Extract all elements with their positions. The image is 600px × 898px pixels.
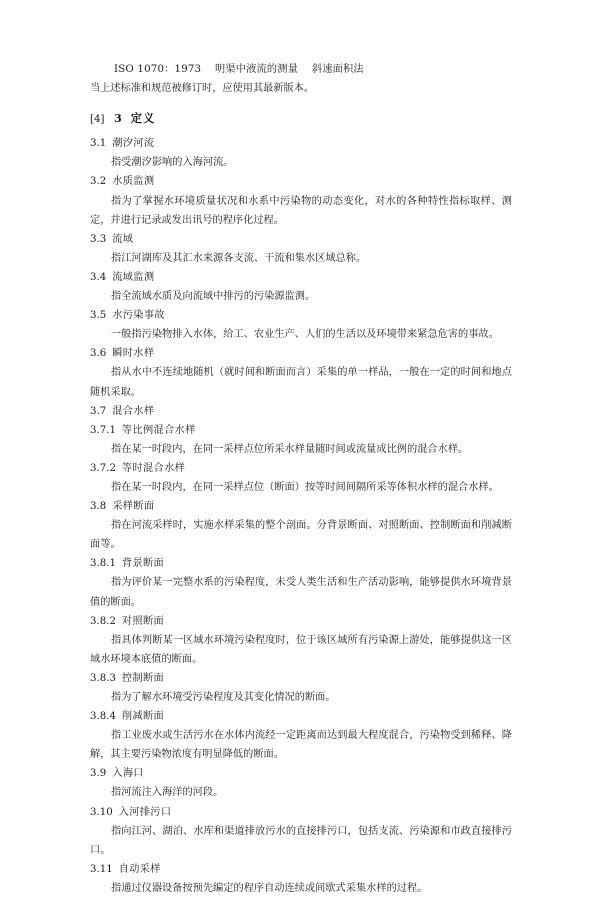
definition-text: 指向江河、湖泊、水库和渠道排放污水的直接排污口，包括支流、污染源和市政直接排污口。 (90, 825, 512, 856)
definition-entry (90, 134, 512, 172)
definition-number: 3.8.2 (90, 615, 116, 627)
definition-entry (90, 669, 512, 707)
definition-text: 指通过仪器设备按预先编定的程序自动连续或间歇式采集水样的过程。 (111, 882, 428, 894)
definition-entry (90, 860, 512, 898)
definition-number: 3.7 (90, 405, 107, 417)
definition-term-label: 采样断面 (112, 501, 155, 513)
definition-term (90, 612, 512, 631)
definition-entry (90, 172, 512, 229)
definition-number: 3.8.4 (90, 711, 116, 723)
definition-entry (90, 421, 512, 459)
definition-term-label: 背景断面 (121, 558, 165, 570)
definition-entry (90, 344, 512, 401)
definition-number: 3.7.1 (90, 424, 116, 436)
definition-number: 3.5 (90, 310, 107, 322)
iso-reference-line: ISO 1070：1973 明渠中液流的测量 斜速面积法 (114, 64, 364, 75)
section-heading (90, 109, 512, 129)
definition-term-label: 入海口 (112, 768, 144, 780)
definition-term-label: 流域监测 (112, 271, 155, 283)
definition-term-label: 等时混合水样 (121, 462, 186, 474)
definition-term-label: 流域 (112, 233, 134, 245)
definition-entry (90, 707, 512, 764)
definition-text: 指为了掌握水环境质量状况和水系中污染物的动态变化，对水的各种特性指标取样、测定，并进行记录或发出讯号的程序化过程。 (90, 195, 512, 226)
definition-term-label: 控制断面 (121, 672, 165, 684)
definition-text: 指在某一时段内，在同一采样点位（断面）按等时间间隔所采等体积水样的混合水样。 (111, 481, 499, 493)
definition-entry (90, 268, 512, 306)
definition-number: 3.8.1 (90, 558, 116, 570)
definition-text: 指河流注入海洋的河段。 (111, 787, 224, 799)
definition-term-label: 水质监测 (112, 176, 155, 188)
definition-entry (90, 497, 512, 554)
definition-number: 3.10 (90, 806, 113, 818)
definition-number: 3.4 (90, 271, 107, 283)
definition-term (90, 306, 512, 325)
definition-term (90, 803, 512, 822)
definition-number: 3.8 (90, 501, 107, 513)
definition-number: 3.6 (90, 348, 107, 360)
definition-term (90, 268, 512, 287)
definition-entry (90, 554, 512, 611)
definition-entry (90, 459, 512, 497)
definition-text: 指工业废水或生活污水在水体内流经一定距离而达到最大程度混合，污染物受到稀释、降解，其主要污染物浓度有明显降低的断面。 (90, 730, 512, 761)
definition-entry (90, 230, 512, 268)
definition-term-label: 对照断面 (121, 615, 165, 627)
definition-text: 指从水中不连续地随机（就时间和断面而言）采集的单一样品，一般在一定的时间和地点随机采取。 (90, 367, 512, 398)
definition-text: 指江河湖库及其汇水来源各支流、干流和集水区域总称。 (111, 252, 367, 264)
definition-text: 指全流域水质及向流域中排污的污染源监测。 (111, 291, 316, 303)
section-title: 定义 (130, 111, 156, 126)
definition-text: 指在某一时段内，在同一采样点位所采水样量随时间或流量成比例的混合水样。 (111, 443, 469, 455)
definition-term-label: 瞬时水样 (112, 348, 155, 360)
definition-term (90, 459, 512, 478)
definition-number: 3.11 (90, 863, 113, 875)
definition-term-label: 自动采样 (118, 863, 161, 875)
definition-term (90, 764, 512, 783)
page-marker: [4] (90, 114, 105, 126)
definition-term (90, 707, 512, 726)
definition-number: 3.1 (90, 138, 107, 150)
definition-term (90, 402, 512, 421)
definition-text: 指为了解水环境受污染程度及其变化情况的断面。 (111, 692, 336, 703)
definition-number: 3.9 (90, 768, 107, 780)
definition-number: 3.7.2 (90, 462, 116, 474)
definition-text: 指受潮汐影响的入海河流。 (111, 157, 234, 169)
definition-term (90, 554, 512, 573)
definition-term (90, 497, 512, 516)
document-body (90, 60, 512, 898)
definition-text: 指在河流采样时，实施水样采集的整个剖面。分背景断面、对照断面、控制断面和削减断面等。 (90, 520, 512, 551)
definition-term (90, 344, 512, 363)
definition-entry (90, 612, 512, 669)
definition-term (90, 230, 512, 249)
definition-term-label: 混合水样 (112, 405, 155, 417)
definition-term-label: 削减断面 (121, 711, 165, 723)
definition-entry (90, 764, 512, 802)
definition-term (90, 134, 512, 153)
definition-entry (90, 402, 512, 421)
definition-term-label: 水污染事故 (112, 310, 165, 322)
definition-entry (90, 803, 512, 860)
definition-text: 一般指污染物排入水体，给工、农业生产、人们的生活以及环境带来紧急危害的事故。 (111, 329, 499, 341)
definition-term (90, 860, 512, 879)
definition-text: 指具体判断某一区域水环境污染程度时，位于该区域所有污染源上游处，能够提供这一区域水环境本底值的断面。 (90, 634, 512, 665)
definition-term-label: 入河排污口 (118, 806, 172, 818)
definition-term-label: 潮汐河流 (112, 138, 155, 150)
definition-number: 3.2 (90, 176, 107, 188)
definition-entry-list (90, 134, 512, 898)
definition-term (90, 421, 512, 440)
definition-term (90, 172, 512, 191)
definition-number: 3.8.3 (90, 672, 116, 684)
definition-text: 指为评价某一完整水系的污染程度，未受人类生活和生产活动影响，能够提供水环境背景值的断面。 (90, 577, 512, 608)
definition-entry (90, 306, 512, 344)
definition-term-label: 等比例混合水样 (121, 424, 196, 436)
section-number: 3 (114, 111, 122, 126)
definition-number: 3.3 (90, 233, 107, 245)
revision-note-line: 当上述标准和规范被修订时，应使用其最新版本。 (90, 83, 315, 95)
definition-term (90, 669, 512, 688)
